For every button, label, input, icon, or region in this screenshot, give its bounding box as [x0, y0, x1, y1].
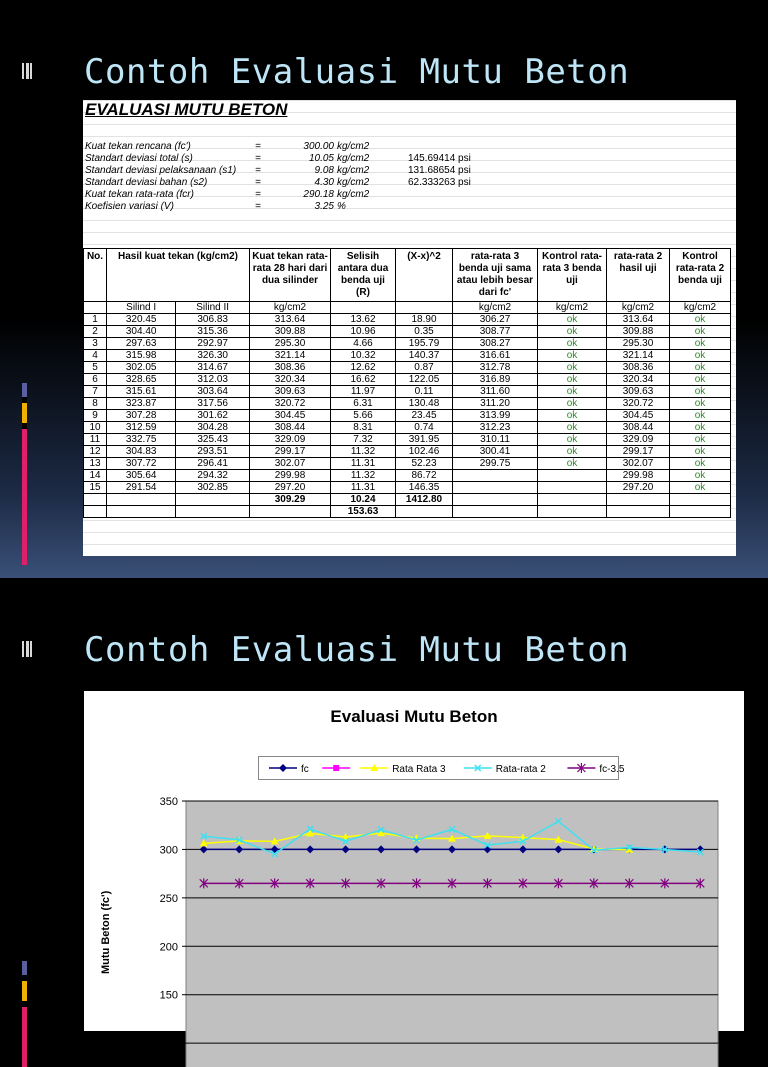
y-tick-label: 100 [159, 1038, 178, 1051]
table-cell: 10.96 [331, 326, 396, 338]
table-cell: ok [538, 446, 607, 458]
y-tick-label: 150 [159, 989, 178, 1002]
table-cell: 299.98 [607, 470, 670, 482]
table-cell: 321.14 [607, 350, 670, 362]
table-cell: 302.05 [107, 362, 176, 374]
table-cell: 297.20 [607, 482, 670, 494]
table-cell: 312.59 [107, 422, 176, 434]
parameter-value: 10.05 [308, 153, 334, 164]
table-cell: 11.31 [331, 458, 396, 470]
table-cell [538, 470, 607, 482]
table-row [84, 434, 731, 446]
table-cell: 5.66 [331, 410, 396, 422]
table-row [84, 458, 731, 470]
parameter-value: 290.18 [303, 189, 334, 200]
table-cell [453, 470, 538, 482]
table-cell [176, 494, 250, 506]
table-cell: Silind I [107, 302, 176, 314]
parameter-label: Standart deviasi total (s) [85, 153, 193, 164]
table-cell: ok [670, 470, 731, 482]
table-cell [670, 494, 731, 506]
table-cell: 304.83 [107, 446, 176, 458]
table-cell: 315.36 [176, 326, 250, 338]
table-cell: 312.78 [453, 362, 538, 374]
parameter-eq: = [255, 177, 261, 188]
chart-legend [258, 756, 625, 780]
parameter-eq: = [255, 189, 261, 200]
table-cell: ok [538, 398, 607, 410]
totals-row [84, 506, 731, 518]
table-cell: 18.90 [396, 314, 453, 326]
table-cell: 10.24 [331, 494, 396, 506]
table-cell: 7 [84, 386, 107, 398]
table-cell: 0.11 [396, 386, 453, 398]
table-cell: ok [670, 326, 731, 338]
table-cell [538, 494, 607, 506]
spreadsheet [83, 100, 736, 556]
table-cell: 292.97 [176, 338, 250, 350]
table-cell: 14 [84, 470, 107, 482]
y-tick-label: 250 [159, 892, 178, 905]
table-cell: 316.61 [453, 350, 538, 362]
legend-label: Rata-rata 2 [495, 764, 546, 775]
table-cell: 146.35 [396, 482, 453, 494]
legend-label: fc-3.5 [599, 764, 625, 775]
table-cell: 297.20 [250, 482, 331, 494]
totals-row [84, 494, 731, 506]
slide-title: Contoh Evaluasi Mutu Beton [84, 52, 630, 92]
table-cell: 311.20 [453, 398, 538, 410]
table-cell [331, 302, 396, 314]
table-cell [107, 494, 176, 506]
table-cell: 307.72 [107, 458, 176, 470]
parameter-unit: kg/cm2 [337, 177, 370, 188]
table-cell: Silind II [176, 302, 250, 314]
table-cell: 2 [84, 326, 107, 338]
table-cell [84, 494, 107, 506]
table-cell: 10 [84, 422, 107, 434]
table-cell: 308.44 [250, 422, 331, 434]
bullet-icon [22, 63, 32, 79]
header-no: No. [84, 249, 107, 302]
table-cell: ok [670, 350, 731, 362]
table-cell: 301.62 [176, 410, 250, 422]
table-cell: 130.48 [396, 398, 453, 410]
table-cell: 86.72 [396, 470, 453, 482]
table-cell: 329.09 [250, 434, 331, 446]
table-row [84, 374, 731, 386]
table-cell: 309.88 [250, 326, 331, 338]
table-cell: 296.41 [176, 458, 250, 470]
header-kontrol2: Kontrol rata-rata 2 benda uji [670, 249, 731, 302]
sheet-title: EVALUASI MUTU BETON [85, 100, 288, 119]
header-x2: (X-x)^2 [396, 249, 453, 302]
parameter-eq: = [255, 153, 261, 164]
table-cell: ok [670, 422, 731, 434]
table-cell: 299.17 [607, 446, 670, 458]
table-cell: 4.66 [331, 338, 396, 350]
table-cell: 0.87 [396, 362, 453, 374]
table-cell [538, 482, 607, 494]
table-cell: 306.83 [176, 314, 250, 326]
table-cell: 308.44 [607, 422, 670, 434]
table-cell: 122.05 [396, 374, 453, 386]
bullet-icon [22, 641, 32, 657]
table-cell: 6 [84, 374, 107, 386]
table-cell: 4 [84, 350, 107, 362]
table-cell: 5 [84, 362, 107, 374]
table-cell: 153.63 [331, 506, 396, 518]
table-cell: 313.99 [453, 410, 538, 422]
table-cell [396, 506, 453, 518]
sidebar-accent [22, 383, 27, 565]
y-tick-label: 200 [159, 941, 178, 954]
table-cell: ok [538, 326, 607, 338]
table-cell [107, 506, 176, 518]
table-cell: ok [538, 374, 607, 386]
table-cell: 320.34 [250, 374, 331, 386]
table-cell: 312.03 [176, 374, 250, 386]
table-cell: 316.89 [453, 374, 538, 386]
table-row [84, 326, 731, 338]
table-cell: 302.07 [607, 458, 670, 470]
table-cell [453, 494, 538, 506]
table-cell: 313.64 [250, 314, 331, 326]
table-cell: ok [538, 362, 607, 374]
parameter-eq: = [255, 165, 261, 176]
table-cell: 391.95 [396, 434, 453, 446]
table-cell: 13.62 [331, 314, 396, 326]
table-header-row [84, 249, 731, 302]
parameter-extra: 145.69414 psi [408, 153, 471, 164]
legend-marker [279, 764, 287, 772]
table-cell: 23.45 [396, 410, 453, 422]
table-cell [176, 506, 250, 518]
table-cell: ok [670, 374, 731, 386]
table-cell: 3 [84, 338, 107, 350]
table-cell: ok [670, 434, 731, 446]
table-cell: 304.40 [107, 326, 176, 338]
table-cell [396, 302, 453, 314]
table-cell: 320.34 [607, 374, 670, 386]
table-cell [607, 506, 670, 518]
table-cell: 291.54 [107, 482, 176, 494]
table-cell: 326.30 [176, 350, 250, 362]
header-rata3: rata-rata 3 benda uji sama atau lebih besar dari fc' [453, 249, 538, 302]
table-cell: 312.23 [453, 422, 538, 434]
table-cell: ok [538, 350, 607, 362]
table-cell [453, 482, 538, 494]
table-cell: ok [538, 338, 607, 350]
table-cell: 12 [84, 446, 107, 458]
table-cell [670, 506, 731, 518]
table-cell: ok [670, 482, 731, 494]
table-cell [250, 506, 331, 518]
table-row [84, 386, 731, 398]
table-cell: kg/cm2 [538, 302, 607, 314]
table-cell: 321.14 [250, 350, 331, 362]
table-row [84, 362, 731, 374]
table-cell [607, 494, 670, 506]
table-cell [84, 302, 107, 314]
table-cell: ok [670, 362, 731, 374]
header-kontrol3: Kontrol rata-rata 3 benda uji [538, 249, 607, 302]
table-cell: 320.72 [250, 398, 331, 410]
table-cell [453, 506, 538, 518]
header-rata2: rata-rata 2 hasil uji [607, 249, 670, 302]
table-cell [84, 506, 107, 518]
table-cell: 140.37 [396, 350, 453, 362]
table-cell: 304.45 [250, 410, 331, 422]
table-cell: ok [538, 314, 607, 326]
table-cell: 309.63 [607, 386, 670, 398]
table-cell: kg/cm2 [453, 302, 538, 314]
parameter-value: 3.25 [314, 201, 334, 212]
table-row [84, 482, 731, 494]
legend-graphic [259, 757, 625, 779]
table-cell: ok [538, 386, 607, 398]
table-cell: 293.51 [176, 446, 250, 458]
table-cell: 309.88 [607, 326, 670, 338]
table-row [84, 422, 731, 434]
table-cell: 329.09 [607, 434, 670, 446]
legend-marker [333, 765, 339, 771]
table-cell: 52.23 [396, 458, 453, 470]
table-cell: ok [538, 410, 607, 422]
table-cell: kg/cm2 [670, 302, 731, 314]
parameter-extra: 62.333263 psi [408, 177, 471, 188]
table-cell: 304.45 [607, 410, 670, 422]
table-cell: 306.27 [453, 314, 538, 326]
table-row [84, 470, 731, 482]
table-cell: 11.32 [331, 470, 396, 482]
table-cell: 299.17 [250, 446, 331, 458]
data-table [83, 248, 731, 518]
table-cell: 305.64 [107, 470, 176, 482]
table-row [84, 446, 731, 458]
table-cell: 309.63 [250, 386, 331, 398]
table-cell: ok [670, 314, 731, 326]
table-cell: 0.74 [396, 422, 453, 434]
chart-title: Evaluasi Mutu Beton [330, 707, 498, 726]
slide-title: Contoh Evaluasi Mutu Beton [84, 630, 630, 670]
table-cell: ok [670, 398, 731, 410]
table-cell: 320.72 [607, 398, 670, 410]
parameter-unit: kg/cm2 [337, 153, 370, 164]
table-cell: 300.41 [453, 446, 538, 458]
table-row [84, 350, 731, 362]
table-cell: 15 [84, 482, 107, 494]
table-cell: 332.75 [107, 434, 176, 446]
parameter-label: Koefisien variasi (V) [85, 201, 174, 212]
table-cell: 315.98 [107, 350, 176, 362]
table-cell: 11 [84, 434, 107, 446]
table-cell: 325.43 [176, 434, 250, 446]
table-row [84, 338, 731, 350]
parameter-unit: kg/cm2 [337, 189, 370, 200]
table-cell: 11.32 [331, 446, 396, 458]
y-tick-label: 300 [159, 844, 178, 857]
table-cell: 9 [84, 410, 107, 422]
table-cell: 303.64 [176, 386, 250, 398]
y-axis-label: Mutu Beton (fc') [100, 890, 112, 974]
table-cell [538, 506, 607, 518]
parameter-value: 300.00 [303, 141, 334, 152]
table-cell: 304.28 [176, 422, 250, 434]
table-cell: kg/cm2 [250, 302, 331, 314]
table-cell: ok [538, 422, 607, 434]
parameter-unit: kg/cm2 [337, 165, 370, 176]
parameter-value: 4.30 [314, 177, 334, 188]
header-hasil: Hasil kuat tekan (kg/cm2) [107, 249, 250, 302]
table-cell: 308.77 [453, 326, 538, 338]
table-cell: kg/cm2 [607, 302, 670, 314]
table-cell: 195.79 [396, 338, 453, 350]
parameter-value: 9.08 [314, 165, 334, 176]
table-cell: 308.36 [607, 362, 670, 374]
header-rata28: Kuat tekan rata-rata 28 hari dari dua silinder [250, 249, 331, 302]
units-row [84, 302, 731, 314]
table-cell: 8 [84, 398, 107, 410]
table-cell: 295.30 [250, 338, 331, 350]
table-cell: 1412.80 [396, 494, 453, 506]
table-cell: 310.11 [453, 434, 538, 446]
table-cell: 102.46 [396, 446, 453, 458]
sidebar-accent [22, 961, 27, 1067]
table-cell: 317.56 [176, 398, 250, 410]
table-cell: 8.31 [331, 422, 396, 434]
table-cell: 315.61 [107, 386, 176, 398]
parameter-unit: kg/cm2 [337, 141, 370, 152]
table-cell: ok [670, 386, 731, 398]
parameter-eq: = [255, 141, 261, 152]
table-cell: 11.97 [331, 386, 396, 398]
table-cell: ok [538, 458, 607, 470]
table-cell: 320.45 [107, 314, 176, 326]
table-cell: 12.62 [331, 362, 396, 374]
table-cell: 302.85 [176, 482, 250, 494]
table-row [84, 314, 731, 326]
table-cell: 308.27 [453, 338, 538, 350]
parameter-eq: = [255, 201, 261, 212]
table-cell: 328.65 [107, 374, 176, 386]
table-cell: 313.64 [607, 314, 670, 326]
table-cell: 309.29 [250, 494, 331, 506]
table-cell: 10.32 [331, 350, 396, 362]
table-cell: 1 [84, 314, 107, 326]
parameter-unit: % [337, 201, 346, 212]
table-cell: 0.35 [396, 326, 453, 338]
table-row [84, 410, 731, 422]
table-cell: ok [670, 446, 731, 458]
table-cell: 297.63 [107, 338, 176, 350]
table-cell: 6.31 [331, 398, 396, 410]
parameter-label: Kuat tekan rencana (fc') [85, 141, 191, 152]
table-cell: 323.87 [107, 398, 176, 410]
y-tick-label: 350 [159, 796, 178, 808]
table-cell: ok [670, 458, 731, 470]
legend-label: fc [301, 764, 309, 775]
table-cell: 308.36 [250, 362, 331, 374]
header-selisih: Selisih antara dua benda uji (R) [331, 249, 396, 302]
parameter-label: Standart deviasi pelaksanaan (s1) [85, 165, 237, 176]
table-cell: 314.67 [176, 362, 250, 374]
table-cell: 311.60 [453, 386, 538, 398]
table-row [84, 398, 731, 410]
table-cell: 299.75 [453, 458, 538, 470]
table-cell: 16.62 [331, 374, 396, 386]
parameter-label: Standart deviasi bahan (s2) [85, 177, 208, 188]
legend-label: Rata Rata 3 [392, 764, 446, 775]
table-cell: 13 [84, 458, 107, 470]
chart-panel [84, 691, 744, 1031]
table-cell: 295.30 [607, 338, 670, 350]
parameter-extra: 131.68654 psi [408, 165, 471, 176]
table-cell: ok [538, 434, 607, 446]
table-cell: ok [670, 410, 731, 422]
table-cell: 294.32 [176, 470, 250, 482]
table-cell: ok [670, 338, 731, 350]
table-cell: 302.07 [250, 458, 331, 470]
table-cell: 307.28 [107, 410, 176, 422]
table-cell: 299.98 [250, 470, 331, 482]
parameter-label: Kuat tekan rata-rata (fcr) [85, 189, 194, 200]
table-cell: 11.31 [331, 482, 396, 494]
table-cell: 7.32 [331, 434, 396, 446]
